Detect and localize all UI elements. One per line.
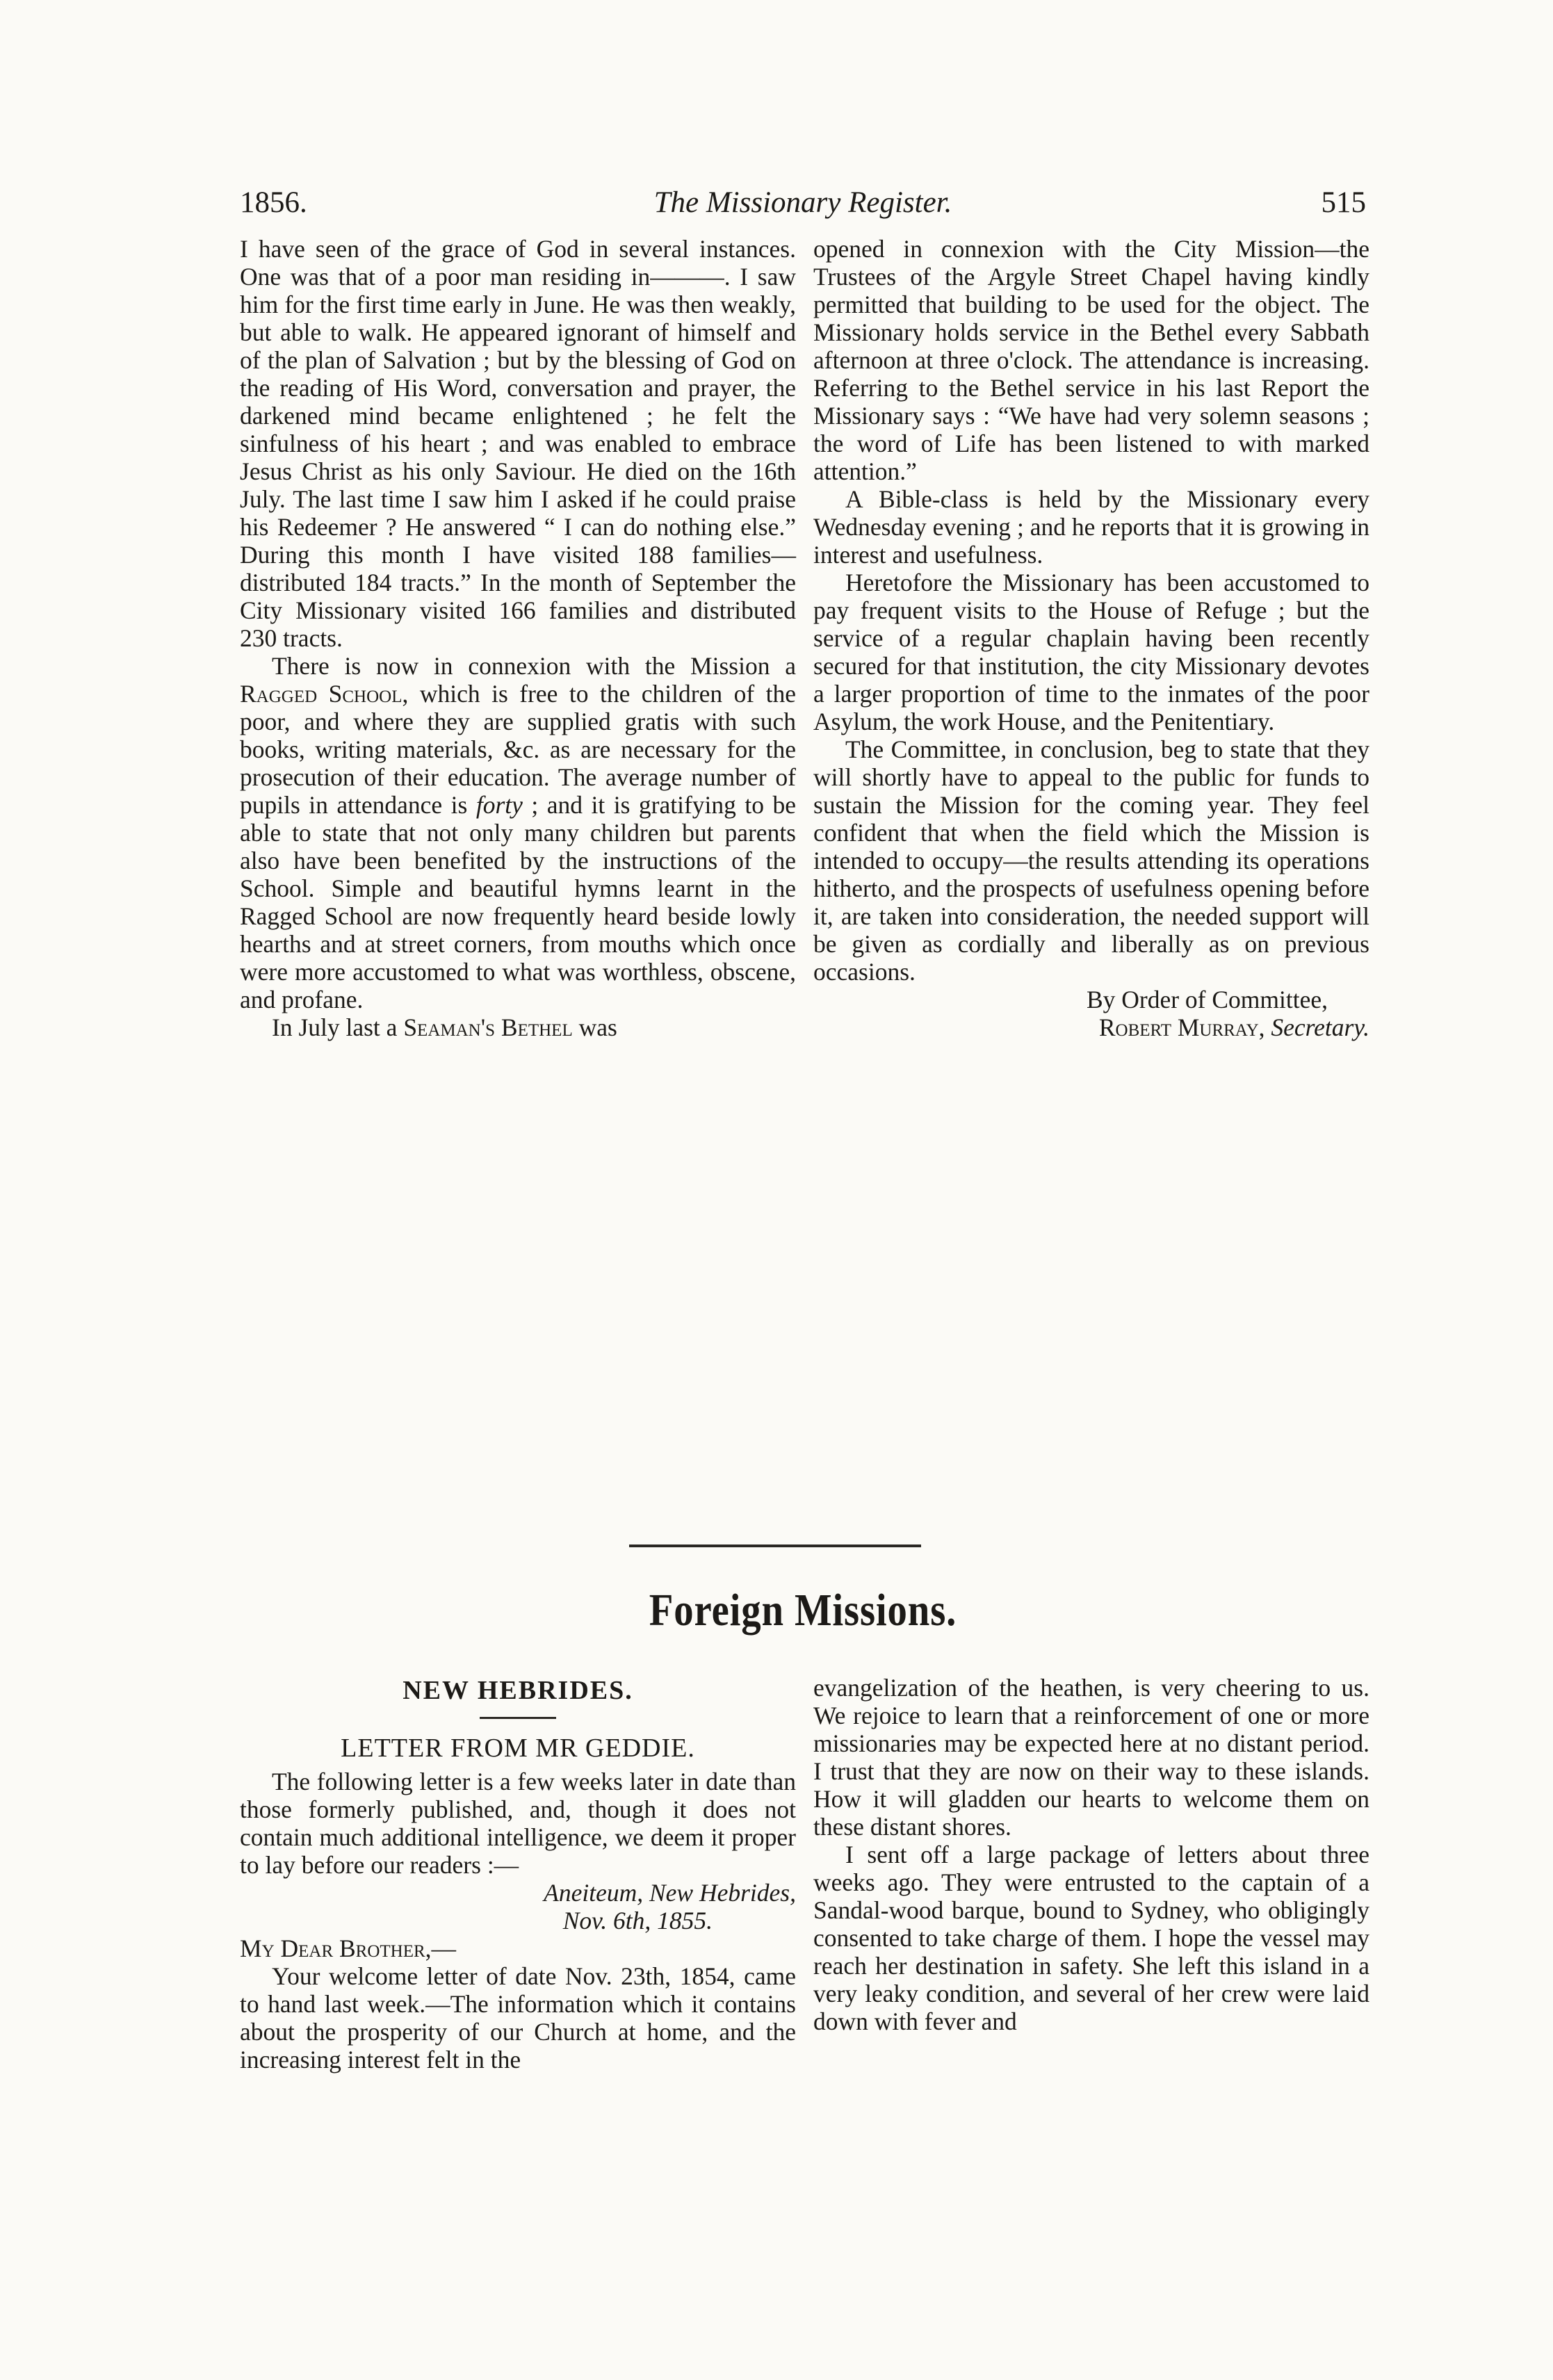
journal-title: The Missionary Register. xyxy=(653,186,952,219)
column-1 xyxy=(240,235,796,1041)
text-run: In July last a xyxy=(272,1013,398,1041)
dateline-place: Aneiteum, New Hebrides, xyxy=(544,1879,796,1907)
paragraph-bible-class: A Bible-class is held by the Missionary every Wednesday evening ; and he reports that it is growing in interest and usefulness. xyxy=(813,485,1369,569)
text-run: which is free to the children of the poor, and where they are supplied gratis with such books, writing materials, &c. as are necessary for the prosecution of their education. The average number of pupils in attendance is xyxy=(240,680,797,819)
paragraph-letter-2: evangelization of the heathen, is very cheering to us. We rejoice to learn that a reinforcement of one or more missionaries may be expected here at no distant period. I trust that they are now on their way to these islands. How it will gladden our hearts to welcome them on these distant shores. xyxy=(813,1674,1369,1841)
sign-off: By Order of Committee, xyxy=(1086,986,1328,1013)
paragraph-conclusion: The Committee, in conclusion, beg to state that they will shortly have to appeal to the public for funds to sustain the Mission for the coming year. They feel confident that when the field which the Mission is intended to occupy—the results attending its operations hitherto, and the prospects of usefulness opening before it, are taken into consideration, the needed support will be given as cordially and liberally as on previous occasions. xyxy=(813,735,1369,986)
region-heading: NEW HEBRIDES. xyxy=(403,1676,633,1705)
paragraph-bethel: opened in connexion with the City Mission—the Trustees of the Argyle Street Chapel having kindly permitted that building to be used for the object. The Missionary holds service in the Bethel every Sabbath afternoon at three o'clock. The attendance is increasing. Referring to the Bethel service in his last Report the Missionary says : “We have had very solemn seasons ; the word of Life has been listened to with marked attention.” xyxy=(813,235,1369,485)
column-2 xyxy=(813,235,1369,1041)
dateline-date: Nov. 6th, 1855. xyxy=(562,1907,713,1934)
letter-heading: LETTER FROM MR GEDDIE. xyxy=(341,1734,695,1763)
paragraph-grace: I have seen of the grace of God in several instances. One was that of a poor man residing in———. I saw him for the first time early in June. He was then weakly, but able to walk. He appeared ignorant of himself and of the plan of Salvation ; but by the blessing of God on the reading of His Word, conversation and prayer, the darkened mind became enlightened ; he felt the sinfulness of his heart ; and was enabled to embrace Jesus Christ as his only Saviour. He died on the 16th July. The last time I saw him I asked if he could praise his Redeemer ? He answered “ I can do nothing else.” During this month I have visited 188 families—distributed 184 tracts.” In the month of September the City Missionary visited 166 families and distributed 230 tracts. xyxy=(240,235,796,652)
ragged-school-term: Ragged School, xyxy=(240,680,409,708)
running-head xyxy=(240,182,1366,224)
paragraph-letter-1: Your welcome letter of date Nov. 23th, 1854, came to hand last week.—The information which it contains about the prosperity of our Church at home, and the increasing interest felt in the xyxy=(240,1962,796,2073)
text-run: ; and it is gratifying to be able to state that not only many children but parents also have been benefited by the instructions of the School. Simple and beautiful hymns learnt in the Ragged School are now frequently heard beside lowly hearths and at street corners, from mouths which once were more accustomed to what was worthless, obscene, and profane. xyxy=(240,791,797,1013)
signature xyxy=(813,1013,1369,1041)
page-number: 515 xyxy=(1321,186,1366,219)
column-3 xyxy=(240,1674,796,2073)
paragraph-ragged-school xyxy=(240,652,796,1013)
short-divider xyxy=(480,1717,556,1719)
seamans-bethel-term: Seaman's Bethel xyxy=(403,1013,573,1041)
text-run: was xyxy=(578,1013,617,1041)
signer-title: Secretary. xyxy=(1271,1013,1369,1041)
header-year: 1856. xyxy=(240,186,307,219)
paragraph-bethel-start xyxy=(240,1013,796,1041)
signer-name: Robert Murray, xyxy=(1098,1013,1265,1041)
section-heading: Foreign Missions. xyxy=(649,1585,957,1636)
pupil-count: forty xyxy=(475,791,523,819)
column-4 xyxy=(813,1674,1369,2035)
paragraph-intro: The following letter is a few weeks later in date than those formerly published, and, though it does not contain much additional intelligence, we deem it proper to lay before our readers :— xyxy=(240,1768,796,1879)
salutation: My Dear Brother,— xyxy=(240,1934,457,1962)
paragraph-house-of-refuge: Heretofore the Missionary has been accustomed to pay frequent visits to the House of Refuge ; but the service of a regular chaplain having been recently secured for that institution, the city Missionary devotes a larger proportion of time to the inmates of the poor Asylum, the work House, and the Penitentiary. xyxy=(813,569,1369,735)
section-divider xyxy=(629,1544,921,1547)
text-run: There is now in connexion with the Mission a xyxy=(272,652,796,680)
paragraph-letter-3: I sent off a large package of letters about three weeks ago. They were entrusted to the captain of a Sandal-wood barque, bound to Sydney, who obligingly consented to take charge of them. I hope the vessel may reach her destination in safety. She left this island in a very leaky condition, and several of her crew were laid down with fever and xyxy=(813,1841,1369,2035)
